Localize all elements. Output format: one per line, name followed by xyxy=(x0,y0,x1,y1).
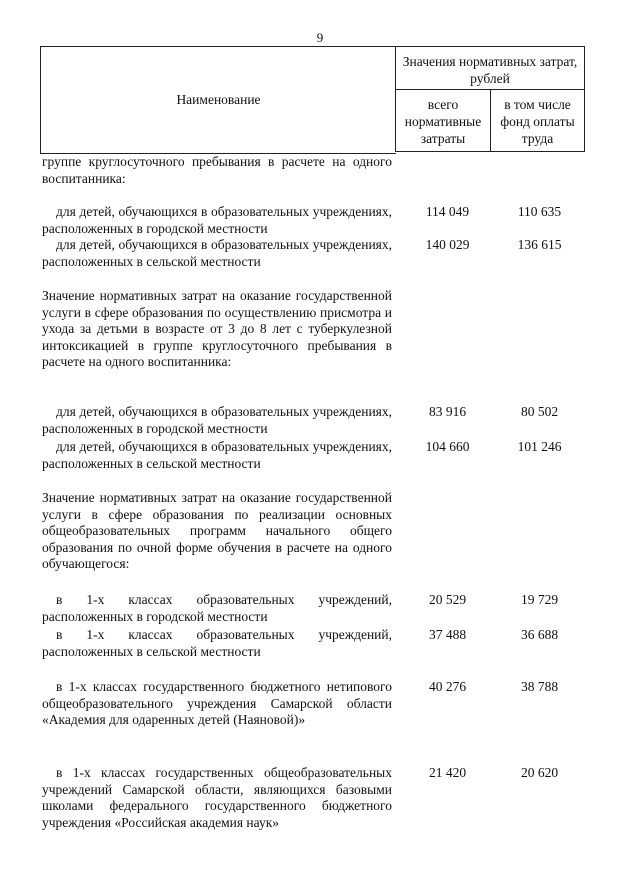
row-text: в 1-х классах образовательных учреждений, расположенных в городской местности xyxy=(42,592,392,624)
row-text: для детей, обучающихся в образовательных учреждениях, расположенных в сельской местности xyxy=(42,439,392,471)
row-text: для детей, обучающихся в образовательных учреждениях, расположенных в городской местности xyxy=(42,404,392,436)
row-wage-value: 80 502 xyxy=(520,404,559,419)
header-values-group: Значения нормативных затрат, рублей xyxy=(395,46,585,90)
row-wage-value: 38 788 xyxy=(520,679,559,694)
row-wage-value: 110 635 xyxy=(517,204,562,219)
header-name-label: Наименование xyxy=(176,91,261,107)
page-number: 9 xyxy=(316,30,324,45)
row-wage-value: 36 688 xyxy=(520,627,559,642)
row-wage-value: 136 615 xyxy=(517,237,562,252)
header-wage-fund: в том числе фонд оплаты труда xyxy=(490,90,585,152)
row-total-value: 114 049 xyxy=(425,204,470,219)
row-text: в 1-х классах образовательных учреждений, расположенных в сельской местности xyxy=(42,627,392,659)
row-wage-value: 19 729 xyxy=(520,592,559,607)
row-total-value: 21 420 xyxy=(428,765,467,780)
row-total-value: 104 660 xyxy=(425,439,470,454)
row-total-value: 40 276 xyxy=(428,679,467,694)
row-wage-value: 101 246 xyxy=(517,439,562,454)
row-text: Значение нормативных затрат на оказание государственной услуги в сфере образования по осуществлению присмотра и ухода за детьми в возрасте от 3 до 8 лет с туберкулезной интоксикацией в группе круглосуточного пребывания в расчете на одного воспитанника: xyxy=(42,288,392,369)
row-total-value: 83 916 xyxy=(428,404,467,419)
row-text: Значение нормативных затрат на оказание государственной услуги в сфере образования по реализации основных общеобразовательных программ начального общего образования по очной форме обучения в расчете на одного обучающегося: xyxy=(42,490,392,571)
row-text: в 1-х классах государственных общеобразовательных учреждений Самарской области, являющихся базовыми школами федерального государственного бюджетного учреждения «Российская академия наук» xyxy=(42,765,392,830)
row-total-value: 140 029 xyxy=(425,237,470,252)
row-total-value: 20 529 xyxy=(428,592,467,607)
row-text: для детей, обучающихся в образовательных учреждениях, расположенных в городской местности xyxy=(42,204,392,236)
header-total-cost: всего нормативные затраты xyxy=(395,90,490,152)
header-name-cell xyxy=(40,46,396,154)
row-wage-value: 20 620 xyxy=(520,765,559,780)
row-text: для детей, обучающихся в образовательных учреждениях, расположенных в сельской местности xyxy=(42,237,392,269)
row-total-value: 37 488 xyxy=(428,627,467,642)
row-text: в 1-х классах государственного бюджетного нетипового общеобразовательного учреждения Самарской области «Академия для одаренных детей (Наяновой)» xyxy=(42,679,392,727)
row-text: группе круглосуточного пребывания в расчете на одного воспитанника: xyxy=(42,154,392,186)
